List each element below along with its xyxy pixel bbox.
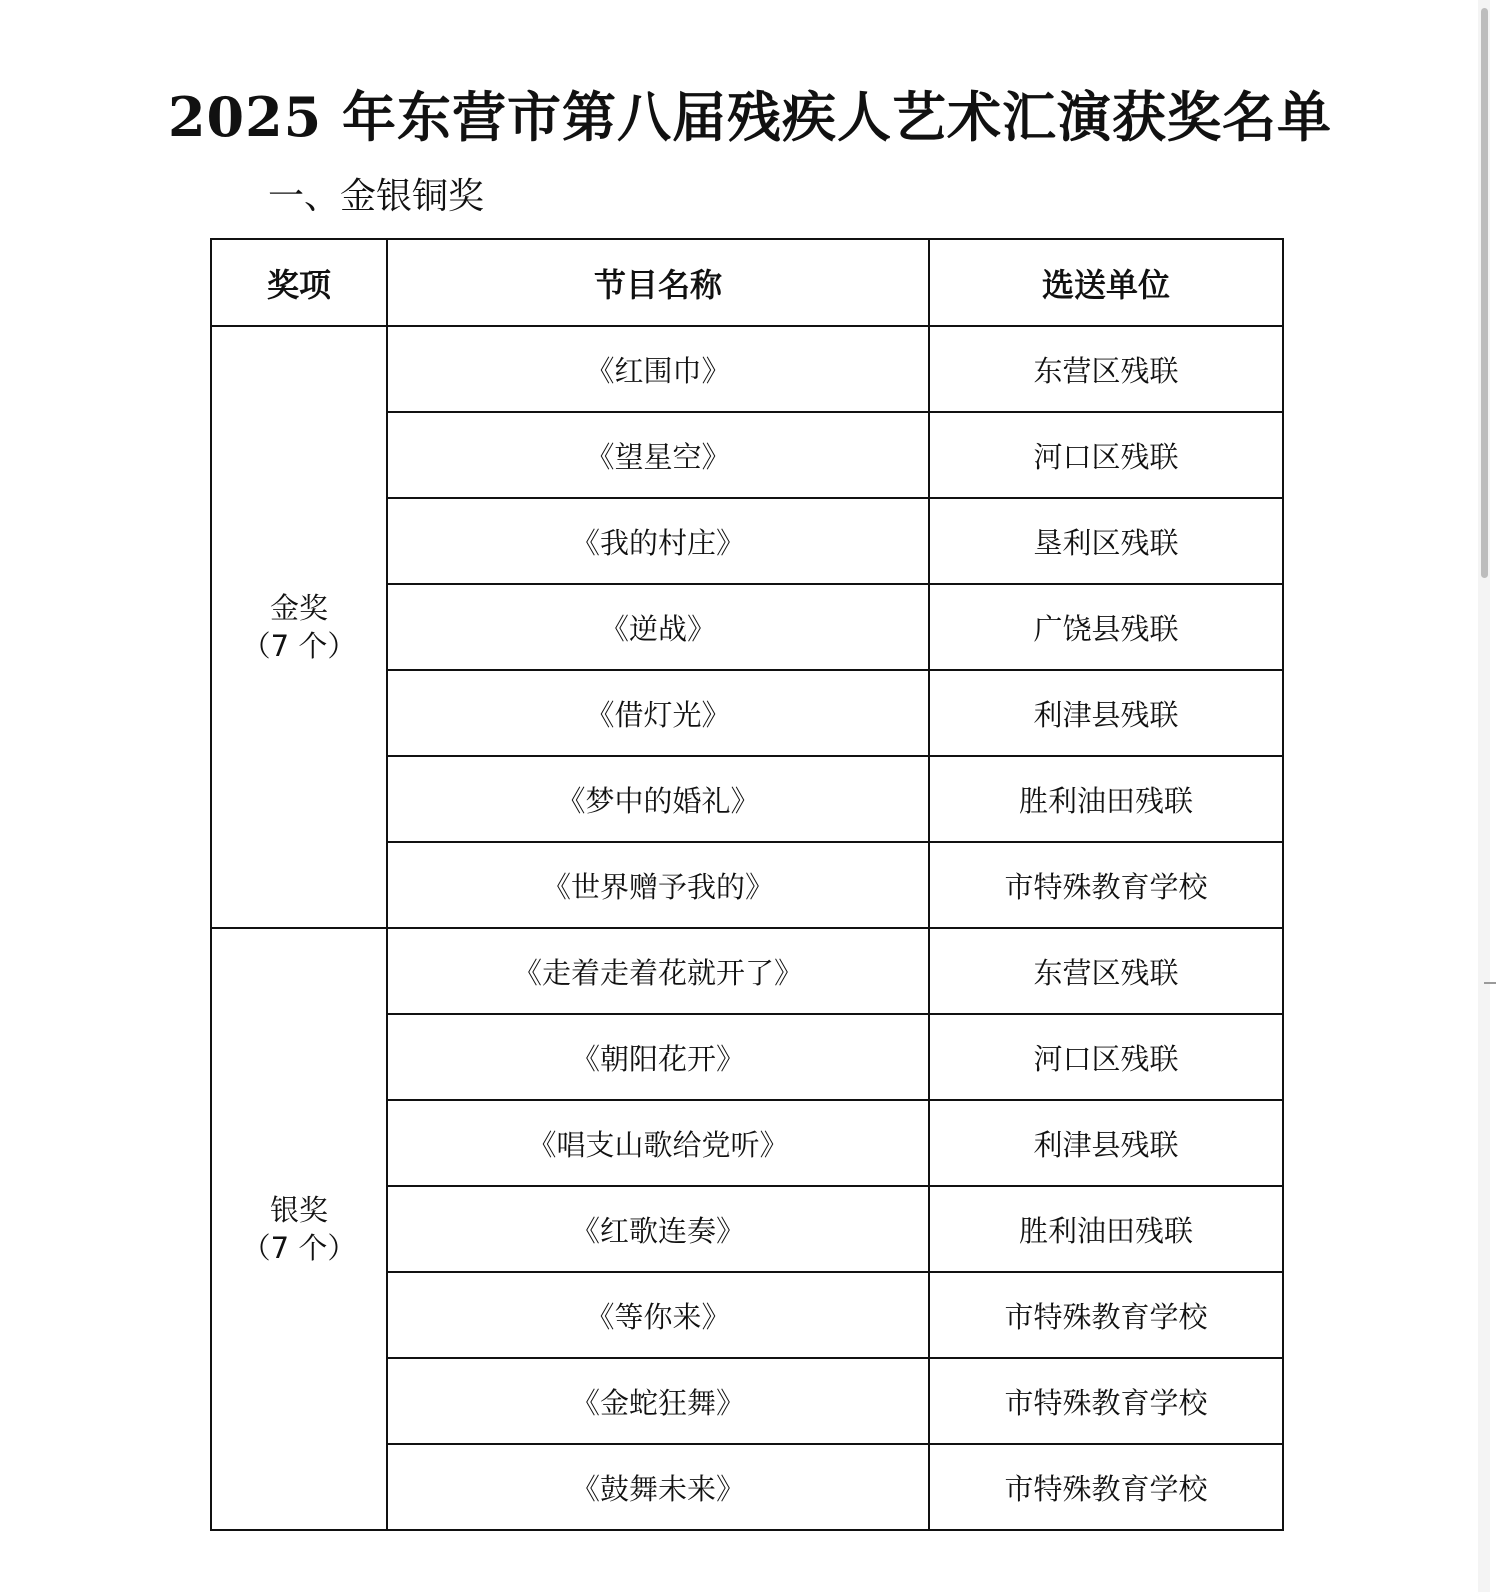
program-name: 《梦中的婚礼》 xyxy=(387,756,929,842)
unit-name: 垦利区残联 xyxy=(929,498,1283,584)
program-name: 《金蛇狂舞》 xyxy=(387,1358,929,1444)
table-row xyxy=(211,928,1283,1014)
program-name: 《借灯光》 xyxy=(387,670,929,756)
program-name: 《朝阳花开》 xyxy=(387,1014,929,1100)
award-gold-cell xyxy=(211,326,387,928)
award-name: 银奖 xyxy=(269,1193,328,1227)
page-title: 2025 年东营市第八届残疾人艺术汇演获奖名单 xyxy=(167,85,1333,149)
scrollbar-thumb[interactable] xyxy=(1481,8,1488,578)
unit-name: 市特殊教育学校 xyxy=(929,1444,1283,1530)
program-name: 《等你来》 xyxy=(387,1272,929,1358)
scrollbar-marker xyxy=(1484,982,1496,984)
unit-name: 广饶县残联 xyxy=(929,584,1283,670)
award-silver-cell xyxy=(211,928,387,1530)
unit-name: 市特殊教育学校 xyxy=(929,1358,1283,1444)
unit-name: 东营区残联 xyxy=(929,326,1283,412)
award-name: 金奖 xyxy=(269,591,328,625)
header-award: 奖项 xyxy=(211,239,387,326)
unit-name: 胜利油田残联 xyxy=(929,756,1283,842)
award-table xyxy=(210,238,1284,1531)
program-name: 《我的村庄》 xyxy=(387,498,929,584)
program-name: 《世界赠予我的》 xyxy=(387,842,929,928)
section-heading: 一、金银铜奖 xyxy=(268,176,485,217)
award-count: （7 个） xyxy=(241,629,357,663)
program-name: 《唱支山歌给党听》 xyxy=(387,1100,929,1186)
unit-name: 胜利油田残联 xyxy=(929,1186,1283,1272)
program-name: 《鼓舞未来》 xyxy=(387,1444,929,1530)
table-header-row xyxy=(211,239,1283,326)
program-name: 《望星空》 xyxy=(387,412,929,498)
unit-name: 市特殊教育学校 xyxy=(929,842,1283,928)
unit-name: 东营区残联 xyxy=(929,928,1283,1014)
program-name: 《红歌连奏》 xyxy=(387,1186,929,1272)
unit-name: 利津县残联 xyxy=(929,670,1283,756)
unit-name: 河口区残联 xyxy=(929,412,1283,498)
unit-name: 市特殊教育学校 xyxy=(929,1272,1283,1358)
program-name: 《走着走着花就开了》 xyxy=(387,928,929,1014)
program-name: 《逆战》 xyxy=(387,584,929,670)
award-count: （7 个） xyxy=(241,1231,357,1265)
unit-name: 利津县残联 xyxy=(929,1100,1283,1186)
header-unit: 选送单位 xyxy=(929,239,1283,326)
table-row xyxy=(211,326,1283,412)
unit-name: 河口区残联 xyxy=(929,1014,1283,1100)
program-name: 《红围巾》 xyxy=(387,326,929,412)
header-program-name: 节目名称 xyxy=(387,239,929,326)
